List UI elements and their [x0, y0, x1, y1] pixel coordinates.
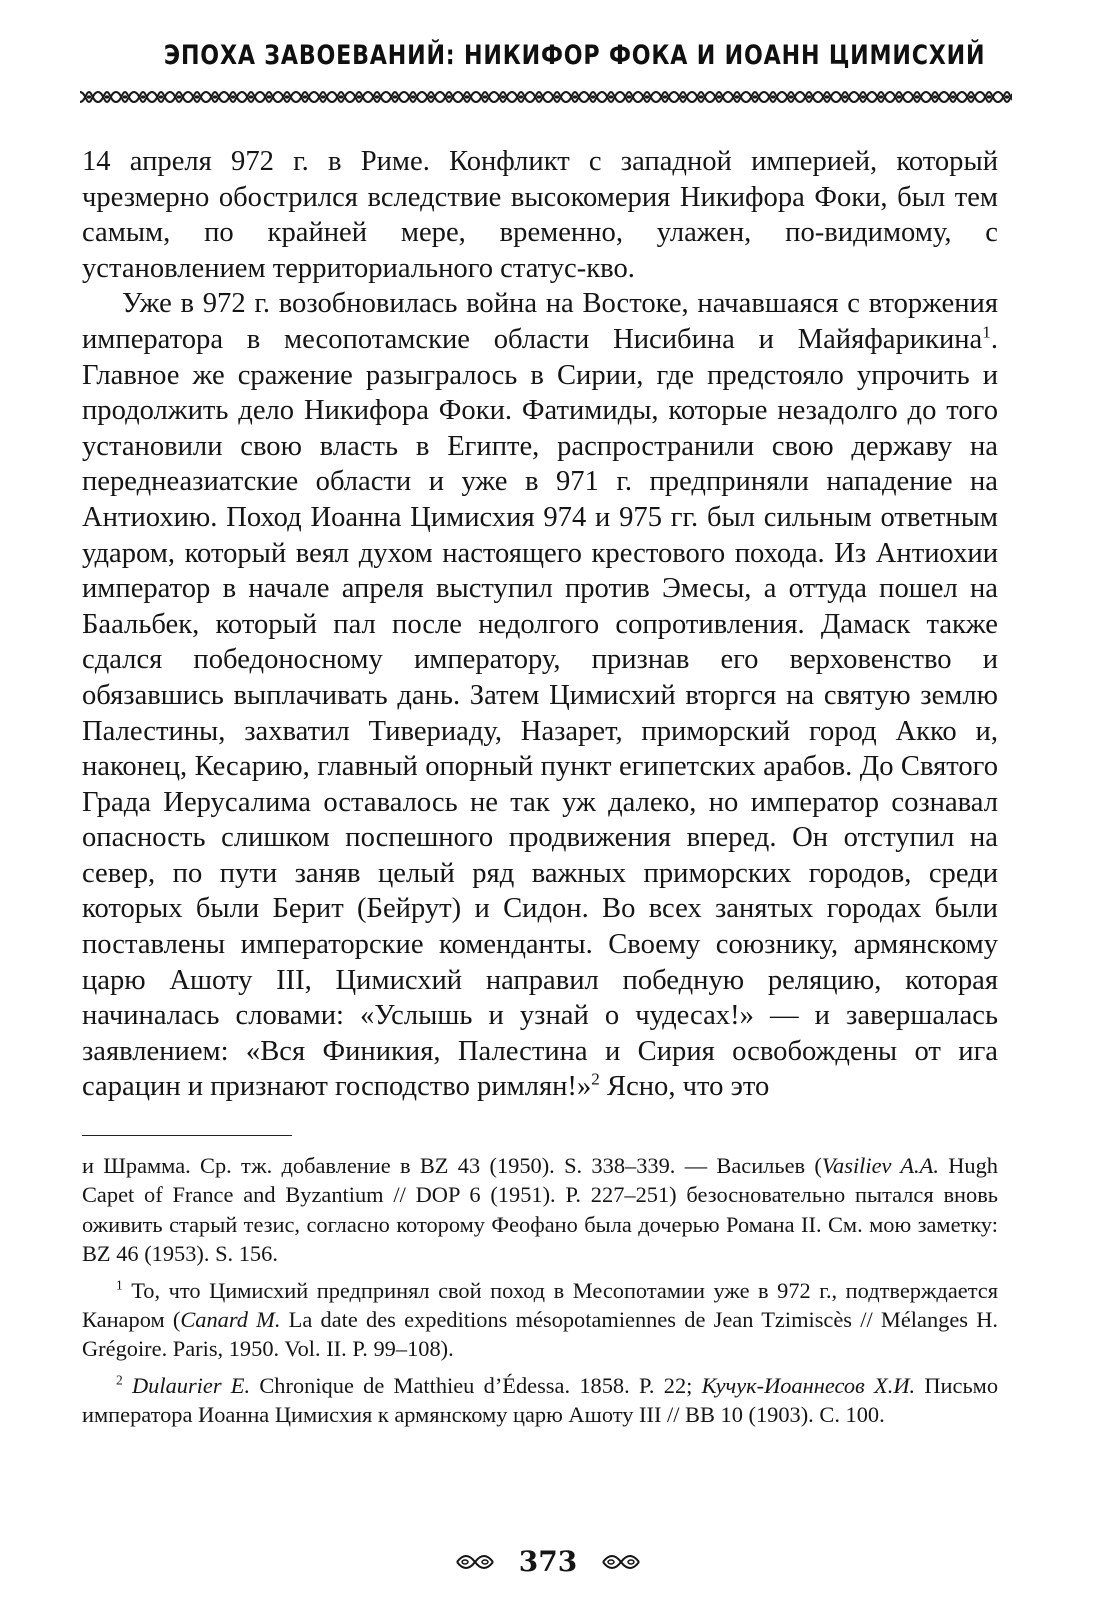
paragraph-1: 14 апреля 972 г. в Риме. Конфликт с западной империей, который чрезмерно обострился вследствие высокомерия Никифора Фоки, был тем самым, по крайней мере, временно, улажен, по-видимому, с установлением территориального статус-кво.: [82, 146, 998, 284]
main-text: [82, 144, 998, 1105]
footnote-2: [82, 1371, 998, 1430]
footnote-continued-text-a: и Шрамма. Ср. тж. добавление в BZ 43 (1950). S. 338–339. — Васильев (: [82, 1153, 822, 1178]
footnote-1-author: Canard M.: [180, 1307, 281, 1333]
footnote-continued-author: Vasiliev A.A.: [821, 1153, 939, 1178]
interlace-knot-icon: [455, 1554, 495, 1570]
footnote-1-text-b: La date des expeditions mésopotamiennes de Jean Tzimiscès // Mélanges H. Grégoire. Paris, 1950. Vol. II. P. 99–108).: [82, 1307, 998, 1362]
paragraph-2: [82, 286, 998, 1105]
footnote-2-text-a: Chronique de Matthieu d’Édessa. 1858. P. 22;: [250, 1372, 702, 1398]
braided-rule-icon: [80, 88, 1012, 106]
footnote-2-marker: 2: [116, 1372, 123, 1388]
footnote-1-text-a: То, что Цимисхий предпринял свой поход в Месопотамии уже в 972 г., подтверждается Канаром (: [82, 1277, 998, 1333]
interlace-knot-icon: [601, 1554, 641, 1570]
footnote-2-text-b: Письмо императора Иоанна Цимисхия к армянскому царю Ашоту III // ВВ 10 (1903). С. 100.: [82, 1372, 999, 1428]
footnote-separator: [82, 1135, 292, 1136]
footnote-2-author-2: Кучук-Иоаннесов Х.И.: [701, 1372, 916, 1398]
footnote-1-marker: 1: [116, 1277, 123, 1293]
footnote-continued-text-b: Hugh Capet of France and Byzantium // DOP 6 (1951). P. 227–251) безосновательно пытался вновь оживить старый тезис, согласно которому Феофано была дочерью Романа II. См. мою заметку: BZ 46 (1953). S. 156.: [82, 1153, 998, 1267]
footnote-1: [82, 1276, 998, 1364]
footnote-ref-1: 1: [982, 322, 991, 342]
footnote-2-author-1: Dulaurier E.: [131, 1372, 251, 1398]
paragraph-2-text-c: Ясно, что это: [599, 1071, 770, 1103]
running-head: ЭПОХА ЗАВОЕВАНИЙ: НИКИФОР ФОКА И ИОАНН ЦИМИСХИЙ: [163, 40, 986, 71]
footnote-ref-2: 2: [591, 1069, 600, 1089]
footnote-continued: [82, 1151, 998, 1269]
paragraph-2-text-a: Уже в 972 г. возобновилась война на Востоке, начавшаяся с вторжения императора в месопотамские области Нисибина и Майяфарикина: [82, 288, 998, 355]
page-footer: [0, 1543, 1096, 1578]
footnotes: [82, 1151, 998, 1437]
page-number: 373: [518, 1545, 578, 1578]
paragraph-2-text-b: . Главное же сражение разыгралось в Сирии, где предстояло упрочить и продолжить дело Никифора Фоки. Фатимиды, которые незадолго до того установили свою власть в Египте, распространили свою державу на переднеазиатские области и уже в 971 г. предприняли нападение на Антиохию. Поход Иоанна Цимисхия 974 и 975 гг. был сильным ответным ударом, который веял духом настоящего крестового похода. Из Антиохии император в начале апреля выступил против Эмесы, а оттуда пошел на Баальбек, который пал после недолгого сопротивления. Дамаск также сдался победоносному императору, признав его верховенство и обязавшись выплачивать дань. Затем Цимисхий вторгся на святую землю Палестины, захватил Тивериаду, Назарет, приморский город Акко и, наконец, Кесарию, главный опорный пункт египетских арабов. До Святого Града Иерусалима оставалось не так уж далеко, но император сознавал опасность слишком поспешного продвижения вперед. Он отступил на север, по пути заняв целый ряд важных приморских городов, среди которых были Берит (Бейрут) и Сидон. Во всех занятых городах были поставлены императорские коменданты. Своему союзнику, армянскому царю Ашоту III, Цимисхий направил победную реляцию, которая начиналась словами: «Услышь и узнай о чудесах!» — и завершалась заявлением: «Вся Финикия, Палестина и Сирия освобождены от ига сарацин и признают господство римлян!»: [82, 323, 998, 1103]
